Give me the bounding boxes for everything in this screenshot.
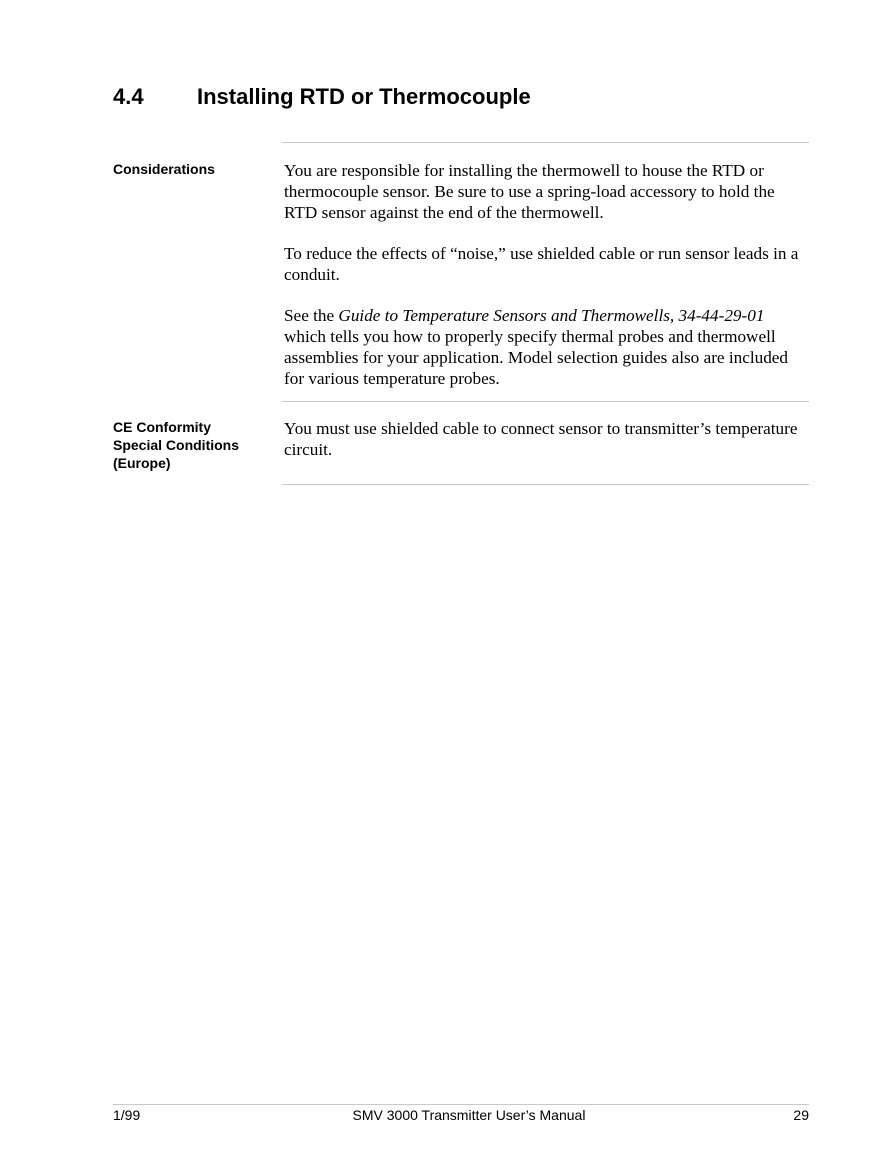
p3-prefix: See the <box>284 306 339 325</box>
ce-conformity-paragraph: You must use shielded cable to connect sensor to transmitter’s temperature circuit. <box>284 419 798 459</box>
guide-reference: Guide to Temperature Sensors and Thermowells, 34-44-29-01 <box>338 306 765 325</box>
footer-date: 1/99 <box>113 1107 141 1123</box>
p3-suffix: which tells you how to properly specify thermal probes and thermowell assemblies for your application. Model selection guides also are included for various temperature probes. <box>284 327 789 388</box>
divider-bottom <box>282 484 809 485</box>
considerations-paragraph-2: To reduce the effects of “noise,” use shielded cable or run sensor leads in a conduit. <box>284 244 799 284</box>
considerations-paragraph-3 <box>284 305 809 389</box>
considerations-body <box>284 160 809 389</box>
section-heading <box>113 84 531 110</box>
ce-conformity-body <box>284 418 809 460</box>
divider-middle <box>282 401 809 402</box>
section-title: Installing RTD or Thermocouple <box>197 84 531 109</box>
ce-label-line-3: (Europe) <box>113 455 171 471</box>
ce-label-line-1: CE Conformity <box>113 419 211 435</box>
footer-page-number: 29 <box>793 1107 809 1123</box>
ce-conformity-label <box>113 418 273 472</box>
ce-label-line-2: Special Conditions <box>113 437 240 453</box>
section-number: 4.4 <box>113 84 144 109</box>
footer-manual-title: SMV 3000 Transmitter User’s Manual <box>352 1107 586 1123</box>
divider-top <box>282 142 809 143</box>
considerations-label: Considerations <box>113 161 215 177</box>
considerations-paragraph-1: You are responsible for installing the thermowell to house the RTD or thermocouple sensor. Be sure to use a spring-load accessory to hold the RTD sensor against the end of the thermowell. <box>284 161 775 222</box>
footer-divider <box>113 1104 809 1105</box>
